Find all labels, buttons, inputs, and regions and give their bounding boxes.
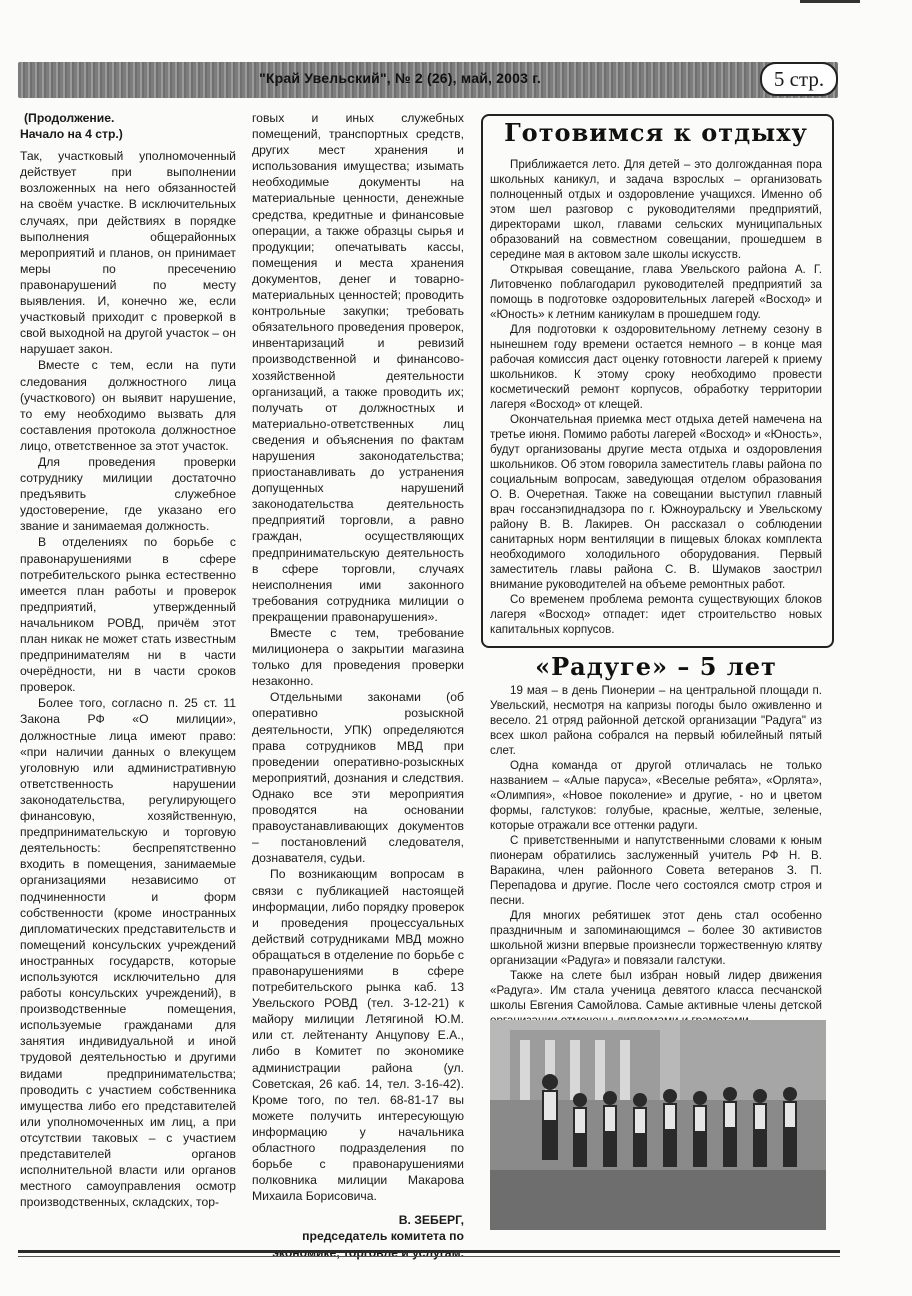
top-rule (800, 0, 860, 3)
photo-image (490, 1020, 826, 1230)
page-number: 5 стр. (760, 62, 838, 96)
paragraph: Одна команда от другой отличалась не только названием – «Алые паруса», «Веселые ребята», «Орлята», «Олимпия», «Новое поколение» и другие, - но и цветом формы, галстуков: голубые, красные, желтые, зеленые, которые отражали все оттенки радуги. (490, 759, 822, 832)
photo-pioneers-rally (490, 1020, 826, 1230)
article-raduga-body (490, 683, 822, 1028)
bottom-rule-thin (18, 1256, 840, 1257)
newspaper-issue-title: "Край Увельский", № 2 (26), май, 2003 г. (259, 70, 541, 86)
author-title: председатель комитета по (302, 1229, 464, 1244)
left-article-column-1 (20, 110, 236, 1210)
paragraph: Вместе с тем, требование милиционера о закрытии магазина только для проведения проверки незаконно. (252, 626, 464, 689)
paragraph: Так, участковый уполномоченный действует при выполнении возложенных на него обязанностей на своём участке. В исключительных случаях, при действиях в порядке выполнения общерайонных мероприятий и планов, он принимает меры по пресечению правонарушений по месту выявления. И, конечно же, если участковый приходит с проверкой в свой выходной на другой участок – он нарушает закон. (20, 149, 236, 357)
paragraph: Со временем проблема ремонта существующих блоков лагеря «Восход» отпадет: идет строительство новых капитальных корпусов. (490, 593, 822, 636)
headline-raduga: «Радуге» – 5 лет (535, 652, 777, 681)
paragraph: С приветственными и напутственными словами к юным пионерам обратились заслуженный учитель РФ Н. В. Варакина, член районного Совета ветеранов З. П. Перепадова и другие. После чего состоялся смотр строя и песни. (490, 834, 822, 907)
paragraph: Приближается лето. Для детей – это долгожданная пора школьных каникул, и задача взрослых – организовать полноценный отдых и оздоровление учащихся. Именно об этом шел разговор с руководителями предприятий, директорами школ, главами сельских муниципальных образований на совместном совещании, прошедшем в середине мая в актовом зале школы искусств. (490, 158, 822, 261)
paragraph: Для подготовки к оздоровительному летнему сезону в нынешнем году времени остается немного – в конце мая рабочая комиссия даст оценку готовности лагерей к приему школьников. К этому сроку необходимо провести косметический ремонт корпусов, обработку территории лагеря «Восход» от клещей. (490, 323, 822, 411)
headline-rest: Готовимся к отдыху (504, 118, 808, 147)
continuation-note: (Продолжение. Начало на 4 стр.) (20, 111, 123, 142)
paragraph: Окончательная приемка мест отдыха детей намечена на третье июня. Помимо работы лагерей «Восход» и «Юность», будут организованы другие места отдыха и оздоровления школьников. Об этом говорила заместитель главы района по социальным вопросам, заведующая отделом образования О. В. Очеретная. Также на совещании выступил главный врач госсанэпиднадзора по г. Южноуральску и Увельскому району В. В. Лакирев. Он рассказал о соблюдении санитарных норм вентиляции в пищевых блоках комплекта необходимого холодильного оборудования. Первый заместитель главы района С. В. Шумаков заострил внимание руководителей на объеме ремонтных работ. (490, 413, 822, 591)
signature (252, 1212, 464, 1260)
paragraph: Открывая совещание, глава Увельского района А. Г. Литовченко поблагодарил руководителей предприятий за помощь в подготовке оздоровительных лагерей «Восход» и «Юность» к летним каникулам в прошедшем году. (490, 263, 822, 321)
paragraph: По возникающим вопросам в связи с публикацией настоящей информации, либо порядку проверок и проведения процессуальных действий сотрудниками МВД можно обращаться в отделение по борьбе с правонарушениями в сфере потребительского рынка каб. 13 Увельского РОВД (тел. 3-12-21) к майору милиции Летягиной Ю.М. или ст. лейтенанту Анцуповy Е.А., либо в Комитет по экономике администрации района (ул. Советская, 26 каб. 14, тел. 3-16-42). Кроме того, по тел. 68-81-17 вы можете получить интересующую информацию у начальника областного подразделения по борьбе с правонарушениями полковника милиции Макарова Михаила Борисовича. (252, 867, 464, 1204)
author-name: В. ЗЕБЕРГ, (398, 1213, 464, 1228)
bottom-rule (18, 1250, 840, 1253)
article-rest-body (490, 157, 822, 637)
paragraph: В отделениях по борьбе с правонарушениями в сфере потребительского рынка естественно имеется план работы и проверок предприятий, утвержденный начальником РОВД, причём этот план никак не может стать известным предпринимателям ни в части очерёдности, ни в части сроков проверок. (20, 535, 236, 695)
paragraph: говых и иных служебных помещений, транспортных средств, других мест хранения и использования имущества; изымать необходимые документы на материальные ценности, денежные средства, кредитные и финансовые операции, а также образцы сырья и продукции; опечатывать кассы, помещения и места хранения документов, денег и товарно-материальных ценностей; проводить контрольные закупки; требовать обязательного проведения проверок, инвентаризаций и ревизий производственной и финансово-хозяйственной деятельности организаций, а также проводить их; получать от должностных и материально-ответственных лиц сведения и объяснения по фактам нарушения законодательства; приостанавливать до устранения допущенных нарушений законодательства деятельность предприятий торговли, а равно граждан, осуществляющих предпринимательскую деятельность в сфере торговли, случаях неисполнения ими законного требования сотрудника милиции о прекращении правонарушения». (252, 111, 464, 624)
paragraph: Для проведения проверки сотруднику милиции достаточно предъявить служебное удостоверение, где указано его звание и занимаемая должность. (20, 454, 236, 534)
paragraph: Также на слете был избран новый лидер движения «Радуга». Им стала ученица девятого класса песчанской школы Евгения Самойлова. Самые активные члены детской (490, 969, 822, 1012)
paragraph: Для многих ребятишек этот день стал особенно праздничным и запоминающимся – более 30 активистов школьной жизни впервые произнесли торжественную клятву организации «Радуга» и повязали галстуки. (490, 909, 822, 967)
paragraph: Вместе с тем, если на пути следования должностного лица (участкового) он выявит нарушение, то ему необходимо вызвать для составления протокола должностное лицо, ответственное за этот участок. (20, 358, 236, 453)
left-article-column-2 (252, 110, 464, 1261)
paragraph: Более того, согласно п. 25 ст. 11 Закона РФ «О милиции», должностные лица имеют право: «при наличии данных о влекущем уголовную или административную ответственность нарушении законодательства, регулирующего финансовую, хозяйственную, предпринимательскую и торговую деятельность: беспрепятственно входить в помещения, занимаемые организациями независимо от подчиненности и форм собственности (кроме иностранных дипломатических представительств и помещений консульских учреждений иностранных государств, которые используются исключительно для работы консульских учреждений), в производственные помещения, используемые гражданами для занятия индивидуальной и иной трудовой деятельностью и другими видами предпринимательства; проводить с участием собственника имущества либо его представителей или уполномоченных им лиц, а при отсутствии таковых – с участием представителей органов исполнительной власти или органов местного самоуправления осмотр производственных, складских, тор- (20, 696, 236, 1210)
paragraph: Отдельными законами (об оперативно розыскной деятельности, УПК) определяются права сотрудников МВД при проведении оперативно-розыскных мероприятий, дознания и следствия. Однако все эти мероприятия проводятся на основании правоустанавливающих документов – постановлений следователя, дознавателя, судьи. (252, 690, 464, 866)
paragraph: 19 мая – в день Пионерии – на центральной площади п. Увельский, несмотря на капризы погоды было оживленно и весело. 21 отряд районной детской организации "Радуга" из всех школ района собрался на первый юбилейный пятый слет. (490, 684, 822, 757)
